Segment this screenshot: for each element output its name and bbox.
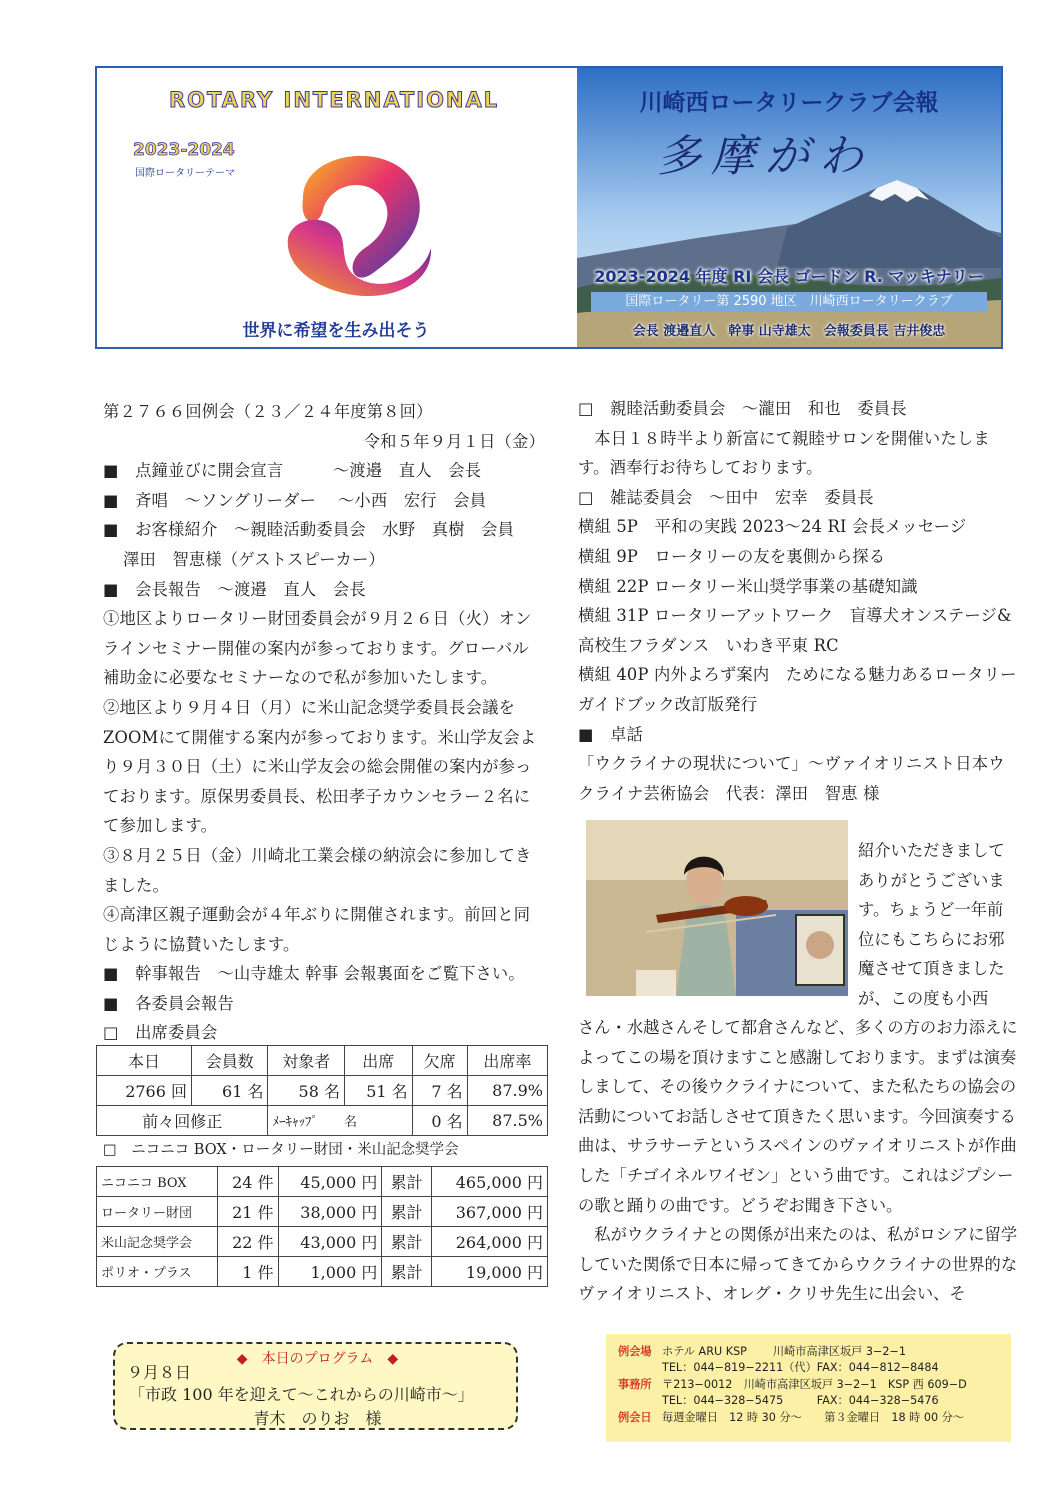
next-program-box [113, 1342, 518, 1430]
office-label: 事務所 [618, 1377, 652, 1391]
bulletin-header [95, 66, 1003, 349]
agenda-opening: ■ 点鐘並びに開会宣言 〜渡邉 直人 会長 [103, 461, 482, 481]
meeting-date: 令和５年９月１日（金） [363, 431, 545, 451]
header-cell: 本日 [97, 1046, 192, 1076]
table-row [97, 1167, 548, 1197]
program-date: ９月８日 [127, 1363, 192, 1382]
magazine-item: 横組 9P ロータリーの友を裏側から探る [578, 546, 886, 566]
rotary-theme-panel [97, 68, 575, 347]
table-cell: 2766 回 [97, 1076, 192, 1106]
table-cell: 7 名 [412, 1076, 467, 1106]
funds-table [96, 1166, 548, 1287]
rotary-theme-logo-icon [283, 138, 433, 298]
table-row [97, 1076, 548, 1106]
table-cell: 累計 [382, 1227, 431, 1257]
agenda-song: ■ 斉唱 〜ソングリーダー 〜小西 宏行 会員 [103, 490, 487, 510]
ri-president: 2023-2024 年度 RI 会長 ゴードン R. マッキナリー [594, 267, 984, 286]
table-cell: 38,000 円 [278, 1197, 382, 1227]
magazine-item: 横組 22P ロータリー米山奨学事業の基礎知識 [578, 576, 918, 596]
venue-tel: TEL：044−819−2211（代）FAX：044−812−8484 [662, 1361, 939, 1375]
header-cell: 会員数 [192, 1046, 268, 1076]
agenda-guests: ■ お客様紹介 〜親睦活動委員会 水野 真樹 会員 [103, 520, 515, 540]
agenda-guest-speaker: 澤田 智恵様（ゲストスピーカー） [123, 549, 385, 569]
violinist-photo [586, 820, 848, 996]
table-cell: ﾒｰｷｬｯﾌﾟ 名 [268, 1106, 412, 1136]
program-speaker: 青木 のりお 様 [253, 1409, 382, 1428]
fellowship-committee-text: 本日１８時半より新富にて親睦サロンを開催いたします。酒奉行お待ちしております。 [578, 428, 990, 478]
table-cell: 19,000 円 [431, 1257, 547, 1287]
theme-label: 国際ロータリーテーマ [135, 168, 235, 179]
office-tel-row [618, 1393, 1011, 1409]
office-tel: TEL：044−328−5475 FAX：044−328−5476 [662, 1394, 939, 1408]
header-cell: 出席率 [467, 1046, 547, 1076]
magazine-item: 横組 40P 内外よろず案内 ためになる魅力あるロータリーガイドブック改訂版発行 [578, 665, 1017, 714]
office-text: 〒213−0012 川崎市高津区坂戸 3−2−1 KSP 西 609−D [662, 1377, 967, 1391]
talk-title: 「ウクライナの現状について」〜ヴァイオリニスト日本ウクライナ芸術協会 代表：澤田 智恵 様 [578, 754, 1005, 803]
venue-text: ホテル ARU KSP 川崎市高津区坂戸 3−2−1 [662, 1345, 907, 1358]
report-item-2: ②地区より９月４日（月）に米山記念奨学委員長会議をZOOMにて開催する案内が参っております。米山学友会より９月３０日（土）に米山学友会の総会開催の案内が参っております。原保男委員長、松田孝子カウンセラー２名にて参加します。 [103, 697, 537, 836]
table-cell: ロータリー財団 [97, 1197, 218, 1227]
table-cell: 1,000 円 [278, 1257, 382, 1287]
club-bulletin-title: 川崎西ロータリークラブ会報 [639, 90, 939, 116]
talk-body [578, 1013, 1020, 1309]
header-cell: 対象者 [268, 1046, 344, 1076]
table-cell: 61 名 [192, 1076, 268, 1106]
talk-heading: ■ 卓話 [578, 724, 644, 744]
table-row [97, 1197, 548, 1227]
report-item-3: ③８月２５日（金）川崎北工業会様の納涼会に参加してきました。 [103, 845, 532, 895]
venue-tel-row [618, 1360, 1011, 1376]
right-column [578, 394, 1018, 808]
table-header-row [97, 1046, 548, 1076]
table-cell: ポリオ・プラス [97, 1257, 218, 1287]
fellowship-committee-heading: □ 親睦活動委員会 〜瀧田 和也 委員長 [578, 399, 907, 418]
table-cell: 264,000 円 [431, 1227, 547, 1257]
meeting-day-row [618, 1410, 1011, 1426]
talk-body-wrapped: 紹介いただきましてありがとうございます。ちょうど一年前位にもこちらにお邪魔させて頂きましたが、この度も小西 [858, 841, 1005, 1008]
talk-paragraph: さん・水越さんそして都倉さんなど、多くの方のお力添えによってこの場を頂けますこと感謝しております。まずは演奏しまして、その後ウクライナについて、また私たちの協会の活動についてお話しさせて頂きたく思います。今回演奏する曲は、サラサーテというスペインのヴァイオリニストが作曲した「チゴイネルワイゼン」という曲です。これはジプシーの歌と踊りの曲です。どうぞお聞き下さい。 [578, 1018, 1018, 1215]
table-row [97, 1257, 548, 1287]
office-row [618, 1377, 1011, 1393]
table-cell: 累計 [382, 1197, 431, 1227]
magazine-item: 横組 5P 平和の実践 2023〜24 RI 会長メッセージ [578, 517, 967, 537]
table-cell: 21 件 [217, 1197, 278, 1227]
table-cell: 累計 [382, 1257, 431, 1287]
table-cell: 51 名 [344, 1076, 412, 1106]
table-cell: 58 名 [268, 1076, 344, 1106]
club-officers: 会長 渡邉直人 幹事 山寺雄太 会報委員長 吉井俊忠 [632, 324, 946, 339]
header-cell: 出席 [344, 1046, 412, 1076]
venue-label: 例会場 [618, 1345, 652, 1358]
table-cell: 1 件 [217, 1257, 278, 1287]
program-heading: ◆ 本日のプログラム ◆ [236, 1351, 399, 1367]
table-cell: 22 件 [217, 1227, 278, 1257]
agenda-secretary-report: ■ 幹事報告 〜山寺雄太 幹事 会報裏面をご覧下さい。 [103, 964, 525, 984]
table-cell: 43,000 円 [278, 1227, 382, 1257]
table-cell: 24 件 [217, 1167, 278, 1197]
district-label: 国際ロータリー第 2590 地区 川崎西ロータリークラブ [591, 292, 987, 312]
talk-paragraph: 私がウクライナとの関係が出来たのは、私がロシアに留学していた関係で日本に帰ってきてからウクライナの世界的なヴァイオリニスト、オレグ・クリサ先生に出会い、そ [578, 1225, 1018, 1304]
table-row [97, 1227, 548, 1257]
table-cell: 87.5% [467, 1106, 547, 1136]
magazine-committee-heading: □ 雑誌委員会 〜田中 宏幸 委員長 [578, 487, 874, 507]
table-cell: 0 名 [412, 1106, 467, 1136]
table-cell: 45,000 円 [278, 1167, 382, 1197]
attendance-table [96, 1045, 548, 1136]
left-column [103, 397, 545, 1048]
agenda-president-report: ■ 会長報告 〜渡邉 直人 会長 [103, 579, 366, 599]
report-item-4: ④高津区親子運動会が４年ぶりに開催されます。前回と同じように協賛いたします。 [103, 905, 531, 954]
meeting-number: 第２７６６回例会（２３／２４年度第８回） [103, 402, 433, 421]
table-cell: 米山記念奨学会 [97, 1227, 218, 1257]
meeting-day-label: 例会日 [618, 1410, 652, 1424]
header-cell: 欠席 [412, 1046, 467, 1076]
rotary-title: ROTARY INTERNATIONAL [169, 88, 500, 112]
table-row [97, 1106, 548, 1136]
program-title: 「市政 100 年を迎えて〜これからの川崎市〜」 [129, 1385, 474, 1404]
club-banner [577, 68, 1001, 347]
attendance-committee-heading: □ 出席委員会 [103, 1023, 218, 1043]
table-cell: 465,000 円 [431, 1167, 547, 1197]
funds-heading: □ ニコニコ BOX・ロータリー財団・米山記念奨学会 [103, 1142, 459, 1158]
report-item-1: ①地区よりロータリー財団委員会が９月２６日（火）オンラインセミナー開催の案内が参っております。グローバル補助金に必要なセミナーなので私が参加いたします。 [103, 609, 532, 688]
table-cell: 87.9% [467, 1076, 547, 1106]
theme-year: 2023-2024 [133, 140, 235, 160]
agenda-committee-reports: ■ 各委員会報告 [103, 993, 234, 1013]
table-cell: 前々回修正 [97, 1106, 268, 1136]
table-cell: 累計 [382, 1167, 431, 1197]
magazine-item: 横組 31P ロータリーアットワーク 盲導犬オンステージ&高校生フラダンス いわき平東 RC [578, 606, 1012, 655]
club-info-box [606, 1334, 1011, 1442]
meeting-day-text: 毎週金曜日 12 時 30 分〜 第３金曜日 18 時 00 分〜 [662, 1410, 965, 1424]
table-cell: ニコニコ BOX [97, 1167, 218, 1197]
table-cell: 367,000 円 [431, 1197, 547, 1227]
venue-row [618, 1344, 1011, 1360]
theme-slogan: 世界に希望を生み出そう [242, 321, 430, 341]
bulletin-name: 多摩がわ [657, 131, 873, 182]
